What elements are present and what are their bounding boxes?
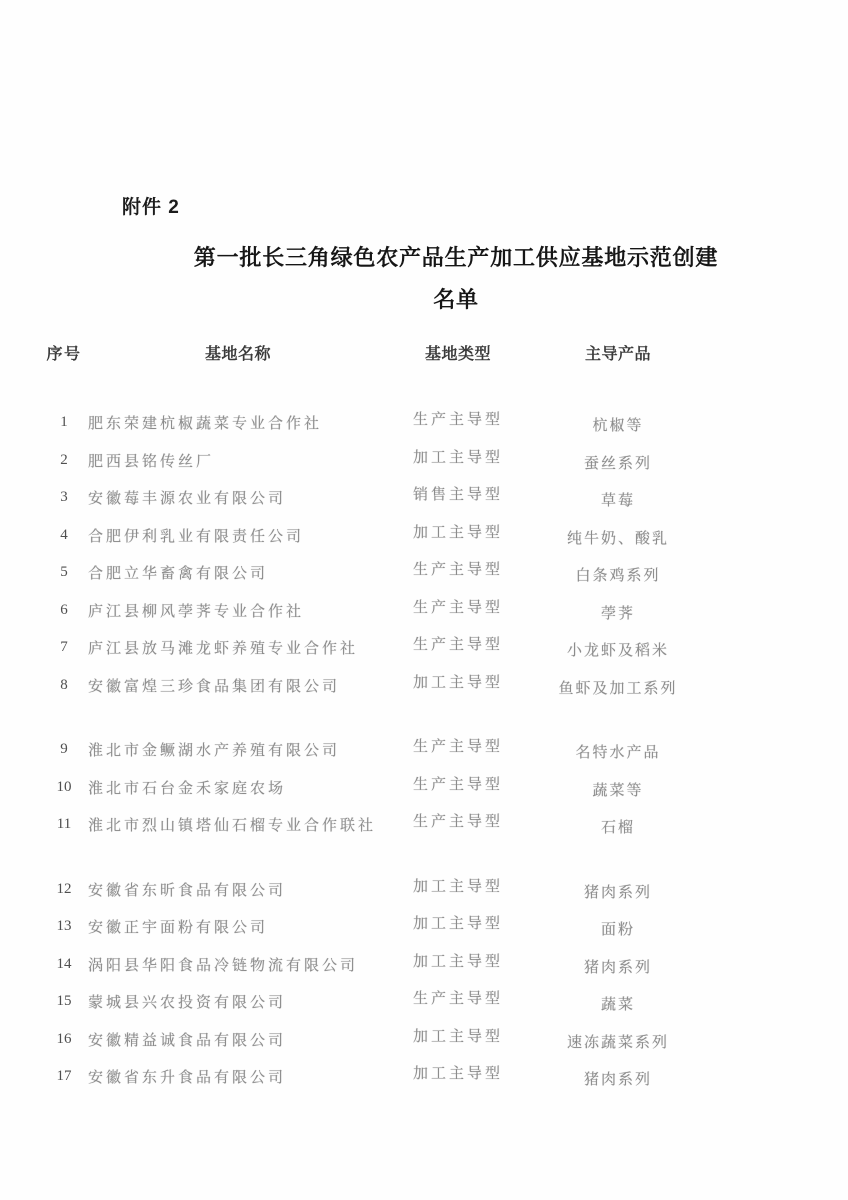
- base-type-cell: 加工主导型: [412, 674, 503, 691]
- base-type-cell: 生产主导型: [412, 814, 503, 831]
- base-name-cell: 合肥立华畜禽有限公司: [88, 566, 269, 583]
- leading-product-cell: 蔬菜等: [592, 782, 644, 799]
- table-row: [40, 667, 808, 705]
- base-type-cell: 生产主导型: [412, 776, 503, 793]
- document-title-line1: 第一批长三角绿色农产品生产加工供应基地示范创建: [193, 245, 719, 270]
- table-row: [40, 769, 808, 807]
- base-type-cell: 销售主导型: [412, 487, 503, 504]
- base-type-cell: 生产主导型: [412, 991, 503, 1008]
- attachment-label: 附件 2: [122, 197, 180, 218]
- row-number-cell: 2: [60, 451, 68, 468]
- base-type-cell: 加工主导型: [412, 916, 503, 933]
- base-type-cell: 生产主导型: [412, 599, 503, 616]
- header-base-name: 基地名称: [204, 345, 271, 363]
- leading-product-cell: 鱼虾及加工系列: [558, 680, 678, 697]
- row-number-cell: 1: [60, 414, 68, 431]
- base-name-cell: 安徽正宇面粉有限公司: [88, 920, 269, 937]
- base-name-cell: 涡阳县华阳食品冷链物流有限公司: [88, 957, 359, 974]
- leading-product-cell: 草莓: [600, 493, 635, 510]
- base-name-cell: 安徽精益诚食品有限公司: [88, 1032, 287, 1049]
- leading-product-cell: 荸荠: [600, 605, 635, 622]
- base-name-cell: 庐江县放马滩龙虾养殖专业合作社: [88, 641, 359, 658]
- leading-product-cell: 杭椒等: [592, 418, 644, 435]
- row-number-cell: 7: [60, 639, 68, 656]
- row-number-cell: 11: [56, 816, 72, 833]
- leading-product-cell: 速冻蔬菜系列: [566, 1034, 669, 1051]
- row-number-cell: 4: [60, 526, 68, 543]
- leading-product-cell: 蔬菜: [600, 997, 635, 1014]
- base-type-cell: 加工主导型: [412, 449, 503, 466]
- row-number-cell: 14: [56, 955, 72, 972]
- table-row: [40, 983, 808, 1021]
- base-name-cell: 安徽富煌三珍食品集团有限公司: [88, 678, 341, 695]
- base-type-cell: 加工主导型: [412, 1066, 503, 1083]
- table-row: [40, 871, 808, 909]
- base-list-table: [40, 338, 808, 1096]
- row-number-cell: 15: [56, 993, 72, 1010]
- base-name-cell: 安徽省东升食品有限公司: [88, 1070, 287, 1087]
- leading-product-cell: 猪肉系列: [583, 884, 652, 901]
- base-name-cell: 庐江县柳风荸荠专业合作社: [88, 603, 305, 620]
- base-name-cell: 蒙城县兴农投资有限公司: [88, 995, 287, 1012]
- row-number-cell: 9: [60, 741, 68, 758]
- leading-product-cell: 面粉: [600, 922, 635, 939]
- table-row: [40, 592, 808, 630]
- base-type-cell: 生产主导型: [412, 637, 503, 654]
- leading-product-cell: 猪肉系列: [583, 959, 652, 976]
- row-number-cell: 13: [56, 918, 72, 935]
- base-type-cell: 加工主导型: [412, 1028, 503, 1045]
- table-row: [40, 404, 808, 442]
- row-number-cell: 17: [56, 1068, 72, 1085]
- base-type-cell: 生产主导型: [412, 412, 503, 429]
- table-row: [40, 554, 808, 592]
- row-number-cell: 3: [60, 489, 68, 506]
- document-title-line2: 名单: [433, 287, 479, 312]
- leading-product-cell: 小龙虾及稻米: [566, 643, 669, 660]
- leading-product-cell: 石榴: [600, 820, 635, 837]
- row-number-cell: 6: [60, 601, 68, 618]
- leading-product-cell: 白条鸡系列: [575, 568, 661, 585]
- base-name-cell: 肥西县铭传丝厂: [88, 453, 215, 470]
- base-name-cell: 合肥伊利乳业有限责任公司: [88, 528, 305, 545]
- base-name-cell: 肥东荣建杭椒蔬菜专业合作社: [88, 416, 323, 433]
- table-row: [40, 479, 808, 517]
- row-number-cell: 5: [60, 564, 68, 581]
- base-name-cell: 安徽莓丰源农业有限公司: [88, 491, 287, 508]
- base-type-cell: 生产主导型: [412, 562, 503, 579]
- table-row: [40, 1058, 808, 1096]
- leading-product-cell: 名特水产品: [575, 745, 661, 762]
- base-name-cell: 淮北市石台金禾家庭农场: [88, 780, 287, 797]
- base-name-cell: 淮北市金鳜湖水产养殖有限公司: [88, 743, 341, 760]
- base-type-cell: 加工主导型: [412, 524, 503, 541]
- table-row: [40, 908, 808, 946]
- header-base-type: 基地类型: [424, 345, 491, 363]
- table-body: [40, 404, 808, 1096]
- table-row: [40, 517, 808, 555]
- base-type-cell: 生产主导型: [412, 739, 503, 756]
- leading-product-cell: 纯牛奶、酸乳: [566, 530, 669, 547]
- table-header-row: [40, 338, 808, 366]
- table-row: [40, 629, 808, 667]
- base-name-cell: 安徽省东昕食品有限公司: [88, 882, 287, 899]
- row-number-cell: 12: [56, 880, 72, 897]
- table-row: [40, 806, 808, 844]
- table-row: [40, 1021, 808, 1059]
- leading-product-cell: 猪肉系列: [583, 1072, 652, 1089]
- header-leading-product: 主导产品: [584, 345, 651, 363]
- row-number-cell: 16: [56, 1030, 72, 1047]
- row-number-cell: 10: [56, 778, 72, 795]
- row-number-cell: 8: [60, 676, 68, 693]
- table-row: [40, 442, 808, 480]
- base-name-cell: 淮北市烈山镇塔仙石榴专业合作联社: [88, 818, 377, 835]
- table-row: [40, 731, 808, 769]
- table-row: [40, 946, 808, 984]
- base-type-cell: 加工主导型: [412, 953, 503, 970]
- leading-product-cell: 蚕丝系列: [583, 455, 652, 472]
- base-type-cell: 加工主导型: [412, 878, 503, 895]
- header-serial-number: 序号: [46, 345, 82, 363]
